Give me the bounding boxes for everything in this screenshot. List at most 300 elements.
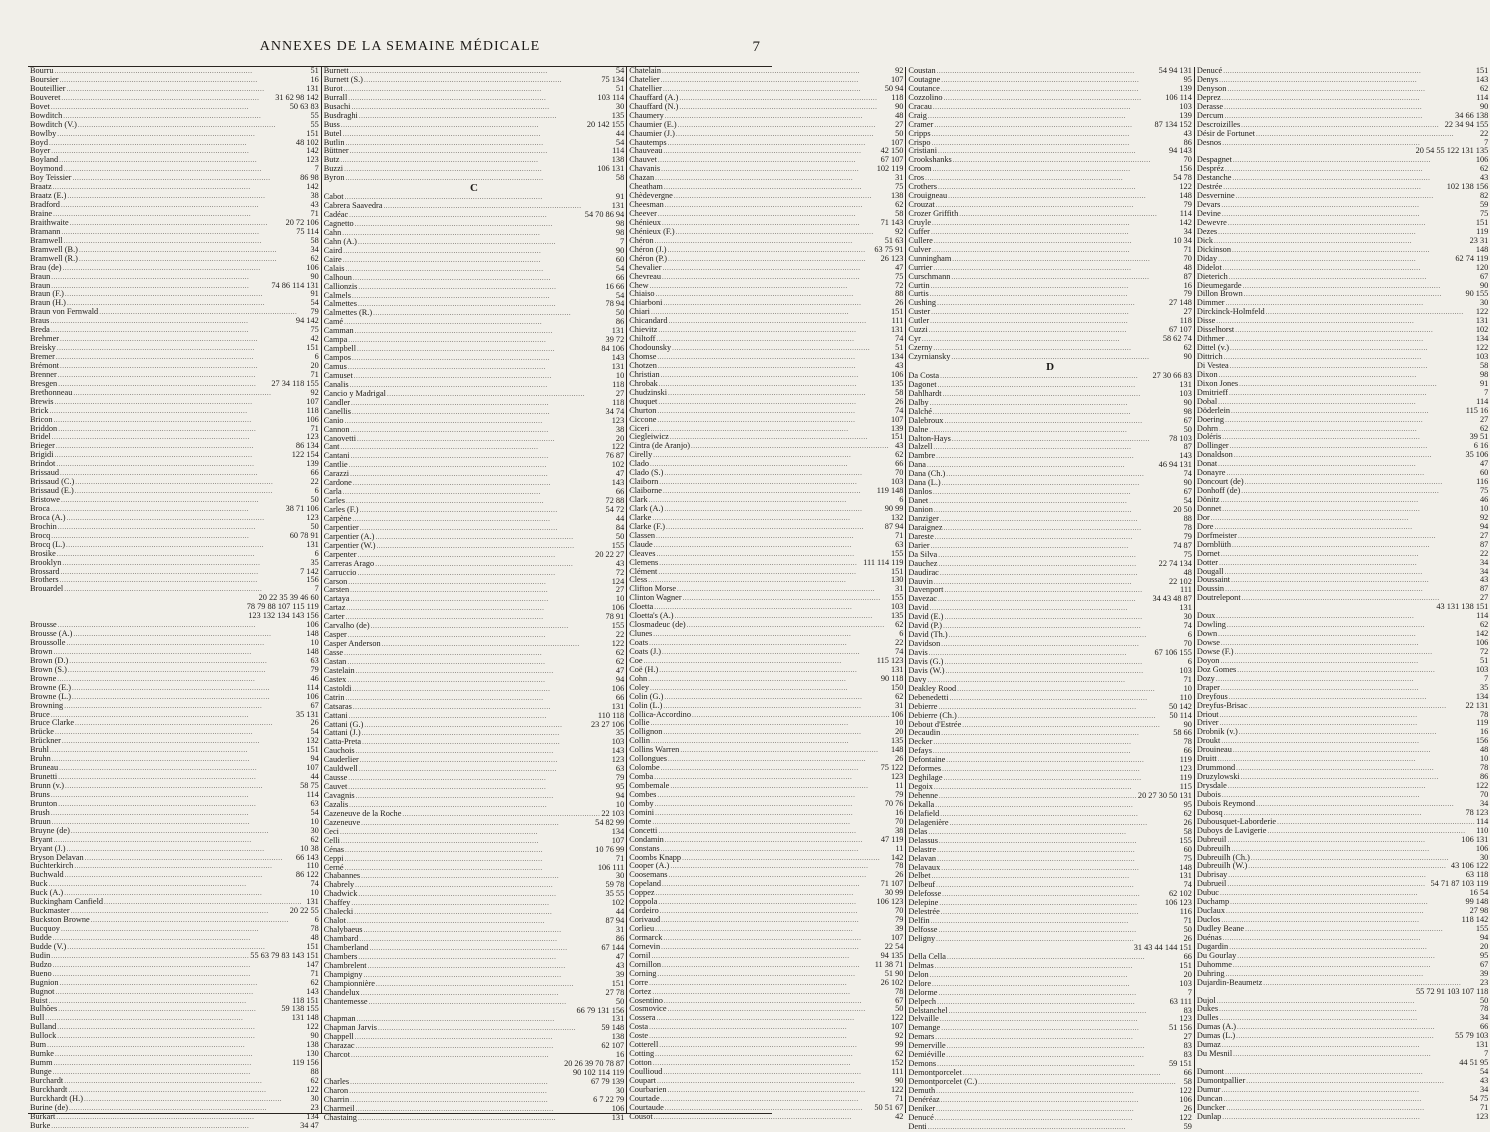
entry-name: Druzylowski: [1196, 772, 1240, 782]
index-entry: [908, 1042, 1191, 1051]
index-entry: [908, 622, 1191, 631]
entry-pages: 58: [615, 173, 625, 183]
dot-leader: [59, 764, 305, 773]
index-entry: [324, 703, 624, 712]
entry-pages: 22: [895, 638, 904, 647]
entry-pages: 27: [1479, 530, 1489, 540]
index-entry: [908, 524, 1191, 533]
entry-pages: 151: [1475, 66, 1489, 75]
index-entry: [908, 183, 1191, 192]
entry-pages: 119: [1476, 226, 1489, 236]
index-entry: [1197, 103, 1488, 112]
entry-pages: 38 71 106: [285, 503, 319, 513]
dot-leader: [1216, 675, 1483, 684]
entry-pages: 131: [1475, 316, 1489, 326]
entry-name: Clark (A.): [629, 503, 664, 513]
index-entry: [324, 85, 624, 94]
index-entry: [30, 523, 319, 532]
index-entry: [629, 344, 903, 353]
entry-pages: 7: [314, 584, 319, 594]
entry-name: Corre: [629, 977, 649, 987]
index-entry: [908, 962, 1191, 971]
index-entry: [30, 791, 319, 800]
index-entry: [30, 210, 319, 219]
entry-name: Della Cella: [908, 951, 946, 961]
entry-pages: 123: [306, 512, 319, 522]
entry-name: Bramwell: [30, 235, 63, 245]
dot-leader: [350, 1096, 592, 1105]
index-entry: [30, 433, 319, 442]
entry-name: Charmeil: [323, 1103, 355, 1113]
dot-leader: [666, 523, 884, 532]
entry-pages: 90: [310, 271, 319, 281]
entry-pages: 22: [615, 630, 625, 640]
dot-leader: [962, 721, 1182, 730]
dot-leader: [375, 560, 615, 569]
entry-pages: 131: [1475, 1040, 1489, 1050]
dot-leader: [930, 317, 1179, 326]
entry-name: Crouzat: [908, 200, 935, 210]
entry-pages: 123: [611, 415, 625, 425]
dot-leader: [930, 971, 1183, 980]
entry-pages: 134: [611, 826, 625, 836]
index-entry: [1197, 755, 1488, 764]
dot-leader: [935, 801, 1182, 810]
entry-name: Brewis: [30, 396, 54, 406]
dot-leader: [344, 165, 596, 174]
entry-pages: 71: [895, 530, 904, 540]
dot-leader: [382, 640, 611, 649]
entry-name: Dubrisay: [1196, 870, 1228, 880]
dot-leader: [931, 308, 1182, 317]
entry-name: Braun (F.): [30, 289, 64, 299]
dot-leader: [654, 1113, 894, 1122]
entry-name: Dareste: [908, 531, 934, 541]
entry-name: Coustan: [908, 66, 936, 75]
dot-leader: [345, 846, 594, 855]
entry-name: Duncker: [1196, 1102, 1226, 1112]
entry-pages: 118: [891, 92, 904, 102]
entry-name: Descroizilles: [1196, 119, 1241, 129]
index-entry: [30, 979, 319, 988]
entry-name: Coe: [629, 655, 643, 665]
index-entry: [908, 604, 1191, 613]
dot-leader: [376, 980, 611, 989]
index-entry: [324, 372, 624, 381]
entry-pages: 51: [310, 66, 319, 75]
entry-name: Cazeneuve: [323, 817, 361, 827]
entry-name: Bugnot: [30, 986, 55, 996]
entry-name: Castelain: [323, 665, 355, 675]
entry-name: Brunetti: [30, 772, 58, 782]
entry-pages: 35 55: [605, 889, 625, 899]
entry-name: Boyer: [30, 146, 51, 156]
entry-name: David: [908, 603, 929, 613]
dot-leader: [657, 1077, 894, 1086]
dot-leader: [1235, 326, 1475, 335]
dot-leader: [354, 372, 615, 381]
entry-pages: 47: [1479, 459, 1489, 469]
entry-pages: 74: [1183, 621, 1192, 631]
dot-leader: [344, 85, 615, 94]
entry-name: Budde: [30, 932, 52, 942]
entry-pages: 75: [1479, 486, 1489, 496]
entry-pages: 71: [310, 209, 319, 218]
dot-leader: [654, 773, 890, 782]
entry-name: Charles: [323, 1077, 350, 1086]
dot-leader: [660, 907, 894, 916]
dot-leader: [1226, 469, 1479, 478]
entry-name: Chantemesse: [323, 996, 368, 1006]
entry-pages: 26 102: [880, 977, 904, 987]
entry-name: Burckhardt (H.): [30, 1093, 83, 1103]
index-entry: [629, 1068, 903, 1077]
entry-name: Castex: [323, 674, 347, 684]
index-entry: [324, 390, 624, 399]
entry-pages: 87 94: [884, 521, 904, 531]
entry-name: Cabrera Saavedra: [323, 201, 383, 211]
entry-pages: 60: [1479, 468, 1489, 478]
entry-name: Cyr: [908, 334, 921, 344]
entry-name: Danion: [908, 505, 933, 514]
dot-leader: [49, 407, 305, 416]
index-entry: [324, 980, 624, 989]
entry-name: Chadwick: [323, 889, 358, 899]
index-entry: [629, 657, 903, 666]
entry-pages: 120: [1475, 262, 1489, 272]
entry-pages: 86: [1183, 137, 1192, 147]
dot-leader: [1222, 505, 1479, 514]
dot-leader: [346, 497, 605, 506]
index-entry: [324, 667, 624, 676]
entry-name: Driver: [1196, 718, 1219, 728]
index-entry: [908, 846, 1191, 855]
entry-name: Bruns: [30, 789, 50, 799]
entry-name: Danziger: [908, 513, 939, 523]
index-entry: [324, 774, 624, 783]
dot-leader: [662, 67, 894, 76]
entry-pages: 114: [306, 789, 319, 799]
dot-leader: [679, 103, 894, 112]
entry-name: Cantlie: [323, 460, 348, 470]
entry-pages: 111: [891, 316, 904, 326]
dot-leader: [54, 1059, 291, 1068]
entry-name: Casse: [323, 648, 344, 657]
entry-pages: 70: [895, 468, 904, 478]
dot-leader: [674, 192, 890, 201]
dot-leader: [52, 433, 306, 442]
entry-pages: 78: [1479, 763, 1489, 773]
index-entry: [1197, 380, 1488, 389]
entry-pages: 27: [895, 119, 904, 129]
entry-pages: 143: [611, 478, 625, 488]
entry-name: Coats: [629, 638, 649, 647]
dot-leader: [648, 576, 890, 585]
index-entry: [324, 962, 624, 971]
entry-name: Cornevin: [629, 941, 661, 951]
dot-leader: [73, 630, 305, 639]
entry-name: Dana (Ch.): [908, 469, 946, 479]
index-entry: [30, 317, 319, 326]
index-entry: [629, 451, 903, 460]
index-entry: [1197, 907, 1488, 916]
index-entry: [324, 345, 624, 354]
entry-pages: 50: [1183, 424, 1192, 434]
dot-leader: [1229, 389, 1483, 398]
index-entry-continuation: [1197, 1059, 1488, 1068]
entry-pages: 95: [1183, 74, 1192, 84]
entry-pages: 54: [615, 137, 625, 147]
index-entry: [30, 746, 319, 755]
entry-name: Bumm: [30, 1058, 53, 1068]
entry-pages: 111: [1180, 585, 1192, 595]
index-entry: [908, 560, 1191, 569]
entry-name: Dubousquet-Laborderie: [1196, 816, 1277, 826]
index-entry: [629, 273, 903, 282]
index-entry: [324, 560, 624, 569]
index-entry: [30, 961, 319, 970]
index-entry: [908, 694, 1191, 703]
entry-name: Dornet: [1196, 548, 1220, 558]
entry-pages: 26: [895, 870, 904, 880]
dot-leader: [940, 810, 1182, 819]
entry-pages: 10: [615, 370, 625, 380]
entry-name: Da Costa: [908, 370, 940, 380]
entry-name: Doutrelepont: [1196, 593, 1241, 603]
entry-pages: 34 47: [300, 1120, 319, 1130]
dot-leader: [941, 729, 1172, 738]
entry-pages: 78: [1183, 737, 1192, 747]
entry-name: Cless: [629, 575, 648, 585]
entry-name: Buchterkirch: [30, 861, 74, 871]
entry-name: Brindot: [30, 459, 56, 469]
index-entry: [908, 819, 1191, 828]
index-entry: [908, 578, 1191, 587]
dot-leader: [650, 460, 894, 469]
dot-leader: [659, 559, 862, 568]
entry-pages: 107: [306, 396, 319, 406]
dot-leader: [53, 934, 310, 943]
entry-pages: 50: [615, 308, 625, 318]
entry-pages: 10: [895, 718, 904, 728]
entry-name: Deghilage: [908, 773, 943, 783]
dot-leader: [72, 174, 299, 183]
index-entry: [30, 773, 319, 782]
entry-name: Brémont: [30, 360, 60, 370]
entry-pages: 59 78: [605, 880, 625, 890]
entry-name: Bunge: [30, 1067, 52, 1076]
dot-leader: [358, 300, 605, 309]
dot-leader: [54, 416, 306, 425]
entry-name: Calmels: [323, 290, 351, 300]
entry-name: Donnet: [1196, 503, 1222, 513]
index-entry: [1197, 451, 1488, 460]
dot-leader: [653, 630, 898, 639]
dot-leader: [61, 496, 309, 505]
dot-leader: [52, 755, 310, 764]
index-entry: [908, 658, 1191, 667]
entry-pages: 39: [895, 924, 904, 933]
dot-leader: [344, 649, 615, 658]
index-entry: [1197, 639, 1488, 648]
entry-pages: 75: [1479, 209, 1489, 218]
entry-name: Chicandard: [629, 316, 668, 326]
dot-leader: [351, 426, 615, 435]
index-entry: [30, 398, 319, 407]
dot-leader: [944, 613, 1182, 622]
dot-leader: [51, 1122, 299, 1131]
entry-name: Curtis: [908, 289, 929, 299]
entry-pages: 6: [1187, 656, 1192, 666]
entry-pages: 16: [1183, 280, 1192, 290]
entry-name: Browne (E.): [30, 682, 72, 692]
entry-name: Bourru: [30, 66, 54, 75]
dot-leader: [927, 676, 1182, 685]
entry-pages: 10: [615, 594, 625, 604]
entry-name: Demontporcelet: [908, 1068, 962, 1078]
entry-pages: 106: [611, 683, 625, 693]
entry-name: Bristowe: [30, 495, 60, 504]
entry-name: Burrall: [323, 92, 348, 102]
entry-pages: 54: [1183, 496, 1192, 506]
dot-leader: [930, 399, 1183, 408]
entry-name: Dittel (v.): [1196, 343, 1230, 353]
index-entry: [908, 470, 1191, 479]
entry-name: Dönitz: [1196, 495, 1220, 504]
entry-pages: 82: [1479, 191, 1489, 201]
dot-leader: [45, 1014, 290, 1023]
entry-pages: 122: [1475, 307, 1489, 317]
dot-leader: [1222, 1041, 1475, 1050]
dot-leader: [346, 265, 615, 274]
dot-leader: [670, 862, 894, 871]
entry-pages: 90: [1183, 352, 1192, 361]
index-entry: [30, 1068, 319, 1077]
dot-leader: [938, 147, 1168, 156]
entry-name: David (Th.): [908, 630, 948, 640]
entry-pages: 62: [615, 648, 625, 657]
dot-leader: [348, 631, 615, 640]
index-entry: [30, 1104, 319, 1113]
entry-name: Claude: [629, 539, 653, 549]
index-entry: [629, 827, 903, 836]
dot-leader: [941, 864, 1178, 873]
entry-name: Canovetti: [323, 433, 357, 443]
dot-leader: [952, 435, 1168, 444]
entry-pages: 119: [1179, 755, 1192, 765]
section-letter: D: [1046, 360, 1055, 373]
entry-name: Dohrn: [1196, 423, 1219, 433]
dot-leader: [52, 818, 310, 827]
dot-leader: [349, 211, 584, 220]
entry-name: Dehenne: [908, 791, 938, 800]
entry-pages: 58 62 74: [1162, 334, 1192, 344]
dot-leader: [942, 479, 1183, 488]
dot-leader: [677, 585, 894, 594]
index-entry: [1197, 952, 1488, 961]
dot-leader: [654, 603, 890, 612]
dot-leader: [348, 94, 596, 103]
dot-leader: [368, 962, 615, 971]
dot-leader: [72, 693, 305, 702]
index-entry: [1197, 997, 1488, 1006]
entry-name: Donhoff (de): [1196, 486, 1241, 496]
entry-pages: 63 118: [1465, 870, 1489, 880]
entry-name: Calmettes: [323, 299, 357, 309]
index-entry: [30, 282, 319, 291]
index-entry: [1197, 362, 1488, 371]
entry-pages: 95: [1183, 799, 1192, 809]
entry-pages: 42: [310, 334, 319, 344]
dot-leader: [345, 855, 615, 864]
entry-pages: 106: [306, 691, 319, 701]
entry-pages: 43 106 122: [1450, 861, 1489, 871]
index-entry: [629, 353, 903, 362]
entry-pages: 107: [890, 1022, 904, 1032]
index-entry: [30, 934, 319, 943]
dot-leader: [655, 237, 884, 246]
dot-leader: [946, 756, 1178, 765]
index-entry: [908, 765, 1191, 774]
dot-leader: [345, 193, 615, 202]
index-entry: [324, 712, 624, 721]
entry-name: Cahn: [323, 227, 342, 237]
index-entry: [30, 1041, 319, 1050]
entry-name: Dittrich: [1196, 352, 1223, 361]
index-entry: [908, 1123, 1191, 1132]
dot-leader: [57, 1032, 309, 1041]
dot-leader: [1219, 559, 1479, 568]
index-entry: [908, 219, 1191, 228]
entry-name: Braithwaite: [30, 217, 69, 227]
entry-name: Chavanis: [629, 164, 661, 174]
entry-name: Bruce Clarke: [30, 718, 75, 728]
dot-leader: [1236, 1032, 1454, 1041]
index-entry: [629, 282, 903, 291]
entry-name: Du Gourlay: [1196, 950, 1237, 960]
entry-name: Butz: [323, 155, 340, 165]
index-entry: [324, 67, 624, 76]
entry-pages: 31: [895, 173, 904, 183]
index-entry: [1197, 684, 1488, 693]
entry-name: Debierre (Ch.): [908, 710, 957, 720]
entry-name: Courbarien: [629, 1084, 667, 1094]
entry-name: Doncourt (de): [1196, 477, 1244, 487]
entry-pages: 106 114: [1165, 92, 1192, 102]
entry-pages: 62: [895, 200, 904, 210]
entry-name: Dobal: [1196, 396, 1218, 406]
entry-name: Brunn (v.): [30, 781, 65, 790]
entry-pages: 10: [310, 888, 319, 898]
entry-name: Dozy: [1196, 673, 1215, 683]
index-entry: [629, 693, 903, 702]
dot-leader: [934, 578, 1168, 587]
index-entry: [629, 425, 903, 434]
entry-pages: 48 102: [295, 137, 319, 147]
index-entry: [324, 479, 624, 488]
dot-leader: [55, 398, 306, 407]
dot-leader: [79, 246, 310, 255]
index-entry: [324, 103, 624, 112]
dot-leader: [61, 228, 295, 237]
entry-name: Bryson Delavan: [30, 852, 84, 862]
entry-pages: 134: [306, 1111, 319, 1121]
dot-leader: [1218, 255, 1454, 264]
index-entry: [30, 675, 319, 684]
entry-pages: 130: [890, 575, 904, 585]
dot-leader: [668, 246, 874, 255]
entry-pages: 30: [615, 871, 625, 881]
